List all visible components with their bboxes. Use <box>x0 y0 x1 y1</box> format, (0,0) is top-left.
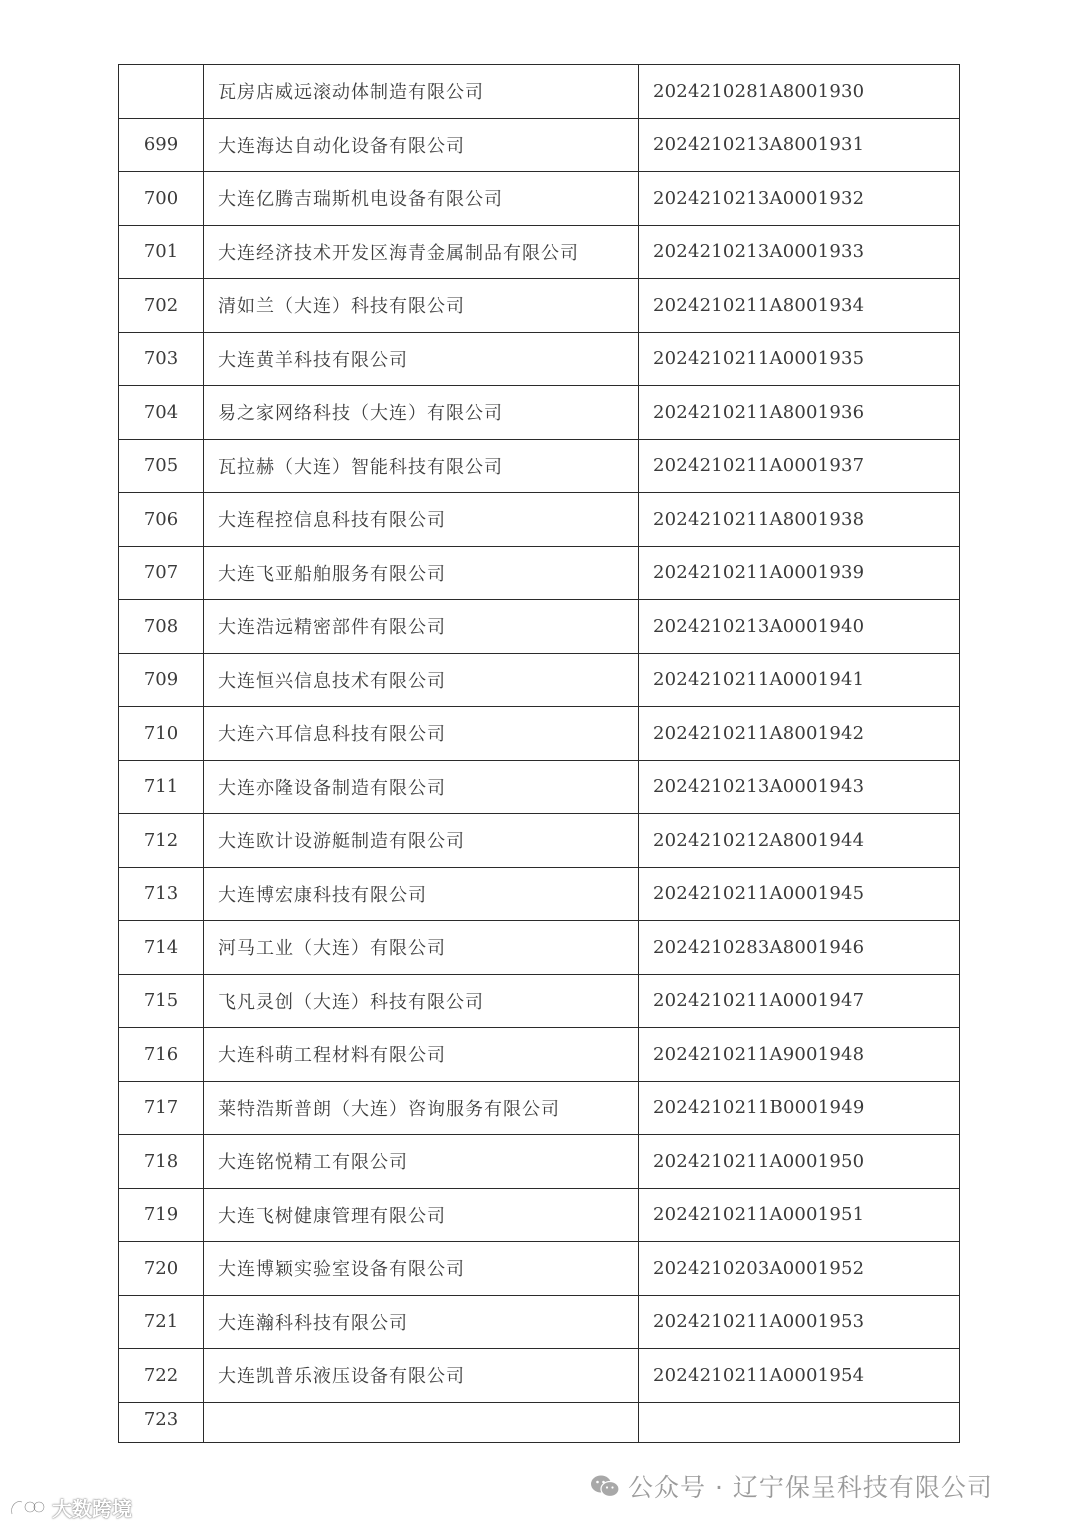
row-number-cell: 715 <box>119 974 204 1028</box>
registration-code-cell: 2024210211A0001939 <box>639 546 960 600</box>
table-row <box>119 1295 960 1349</box>
company-name-cell: 大连博颖实验室设备有限公司 <box>204 1242 639 1296</box>
registration-code-cell: 2024210211A0001935 <box>639 332 960 386</box>
table-row <box>119 493 960 547</box>
company-name-cell: 河马工业（大连）有限公司 <box>204 921 639 975</box>
table-row <box>119 172 960 226</box>
registration-code-cell: 2024210211A0001947 <box>639 974 960 1028</box>
table-row <box>119 439 960 493</box>
row-number-cell: 721 <box>119 1295 204 1349</box>
registration-code-cell: 2024210211A0001954 <box>639 1349 960 1403</box>
company-name-cell: 瓦房店威远滚动体制造有限公司 <box>204 65 639 119</box>
registration-code-cell: 2024210283A8001946 <box>639 921 960 975</box>
company-name-cell: 莱特浩斯普朗（大连）咨询服务有限公司 <box>204 1081 639 1135</box>
row-number-cell: 712 <box>119 814 204 868</box>
source-logo-icon <box>8 1496 46 1518</box>
row-number-cell: 705 <box>119 439 204 493</box>
company-name-cell: 大连亿腾吉瑞斯机电设备有限公司 <box>204 172 639 226</box>
company-name-cell: 大连凯普乐液压设备有限公司 <box>204 1349 639 1403</box>
wechat-watermark-text: 公众号 · 辽宁保呈科技有限公司 <box>628 1473 993 1502</box>
registration-code-cell: 2024210211A0001941 <box>639 653 960 707</box>
row-number-cell: 723 <box>119 1402 204 1442</box>
table-row <box>119 225 960 279</box>
row-number-cell: 717 <box>119 1081 204 1135</box>
registration-code-cell: 2024210211A8001936 <box>639 386 960 440</box>
row-number-cell: 719 <box>119 1188 204 1242</box>
registration-code-cell: 2024210211A8001938 <box>639 493 960 547</box>
row-number-cell: 706 <box>119 493 204 547</box>
row-number-cell: 709 <box>119 653 204 707</box>
table-row <box>119 386 960 440</box>
row-number-cell: 716 <box>119 1028 204 1082</box>
registration-code-cell: 2024210213A0001933 <box>639 225 960 279</box>
row-number-cell: 714 <box>119 921 204 975</box>
table-row <box>119 760 960 814</box>
registration-code-cell: 2024210203A0001952 <box>639 1242 960 1296</box>
table-row <box>119 814 960 868</box>
row-number-cell: 718 <box>119 1135 204 1189</box>
table-row <box>119 65 960 119</box>
table-row <box>119 1188 960 1242</box>
company-name-cell: 大连科萌工程材料有限公司 <box>204 1028 639 1082</box>
company-registry-table <box>118 64 960 1443</box>
company-name-cell: 大连欧计设游艇制造有限公司 <box>204 814 639 868</box>
company-name-cell: 大连经济技术开发区海青金属制品有限公司 <box>204 225 639 279</box>
table-row <box>119 921 960 975</box>
table-row <box>119 1081 960 1135</box>
table-row <box>119 118 960 172</box>
row-number-cell: 708 <box>119 600 204 654</box>
row-number-cell: 700 <box>119 172 204 226</box>
company-name-cell: 大连恒兴信息技术有限公司 <box>204 653 639 707</box>
company-name-cell: 大连程控信息科技有限公司 <box>204 493 639 547</box>
registration-code-cell <box>639 1402 960 1442</box>
company-name-cell <box>204 1402 639 1442</box>
company-name-cell: 大连飞亚船舶服务有限公司 <box>204 546 639 600</box>
row-number-cell: 704 <box>119 386 204 440</box>
table-row <box>119 332 960 386</box>
company-name-cell: 清如兰（大连）科技有限公司 <box>204 279 639 333</box>
source-watermark <box>8 1492 132 1522</box>
table-row <box>119 1402 960 1442</box>
source-watermark-text: 大数跨境 <box>52 1496 132 1521</box>
registration-code-cell: 2024210212A8001944 <box>639 814 960 868</box>
company-name-cell: 大连飞树健康管理有限公司 <box>204 1188 639 1242</box>
company-name-cell: 大连浩远精密部件有限公司 <box>204 600 639 654</box>
company-name-cell: 大连六耳信息科技有限公司 <box>204 707 639 761</box>
company-name-cell: 大连黄羊科技有限公司 <box>204 332 639 386</box>
table-row <box>119 600 960 654</box>
table-row <box>119 653 960 707</box>
company-name-cell: 大连博宏康科技有限公司 <box>204 867 639 921</box>
row-number-cell: 703 <box>119 332 204 386</box>
row-number-cell: 699 <box>119 118 204 172</box>
company-name-cell: 大连铭悦精工有限公司 <box>204 1135 639 1189</box>
registration-code-cell: 2024210213A0001932 <box>639 172 960 226</box>
registration-code-cell: 2024210213A0001940 <box>639 600 960 654</box>
company-name-cell: 大连亦隆设备制造有限公司 <box>204 760 639 814</box>
registration-code-cell: 2024210211A9001948 <box>639 1028 960 1082</box>
registration-code-cell: 2024210211A8001934 <box>639 279 960 333</box>
table-row <box>119 279 960 333</box>
registration-code-cell: 2024210213A8001931 <box>639 118 960 172</box>
registration-code-cell: 2024210213A0001943 <box>639 760 960 814</box>
row-number-cell: 702 <box>119 279 204 333</box>
table-row <box>119 1028 960 1082</box>
row-number-cell: 710 <box>119 707 204 761</box>
wechat-icon <box>590 1474 620 1498</box>
registration-code-cell: 2024210211B0001949 <box>639 1081 960 1135</box>
table-row <box>119 1349 960 1403</box>
registration-code-cell: 2024210211A0001945 <box>639 867 960 921</box>
row-number-cell: 720 <box>119 1242 204 1296</box>
registration-code-cell: 2024210211A0001953 <box>639 1295 960 1349</box>
table-row <box>119 867 960 921</box>
row-number-cell: 711 <box>119 760 204 814</box>
registration-code-cell: 2024210281A8001930 <box>639 65 960 119</box>
row-number-cell: 722 <box>119 1349 204 1403</box>
wechat-watermark <box>590 1466 993 1506</box>
company-name-cell: 大连瀚科科技有限公司 <box>204 1295 639 1349</box>
row-number-cell: 707 <box>119 546 204 600</box>
table-row <box>119 707 960 761</box>
company-name-cell: 瓦拉赫（大连）智能科技有限公司 <box>204 439 639 493</box>
company-name-cell: 飞凡灵创（大连）科技有限公司 <box>204 974 639 1028</box>
row-number-cell: 701 <box>119 225 204 279</box>
company-name-cell: 大连海达自动化设备有限公司 <box>204 118 639 172</box>
row-number-cell <box>119 65 204 119</box>
registration-code-cell: 2024210211A8001942 <box>639 707 960 761</box>
table-body <box>119 65 960 1443</box>
table-row <box>119 1135 960 1189</box>
row-number-cell: 713 <box>119 867 204 921</box>
registration-code-cell: 2024210211A0001950 <box>639 1135 960 1189</box>
registration-code-cell: 2024210211A0001937 <box>639 439 960 493</box>
table-row <box>119 1242 960 1296</box>
company-name-cell: 易之家网络科技（大连）有限公司 <box>204 386 639 440</box>
table-row <box>119 546 960 600</box>
registration-code-cell: 2024210211A0001951 <box>639 1188 960 1242</box>
table-row <box>119 974 960 1028</box>
